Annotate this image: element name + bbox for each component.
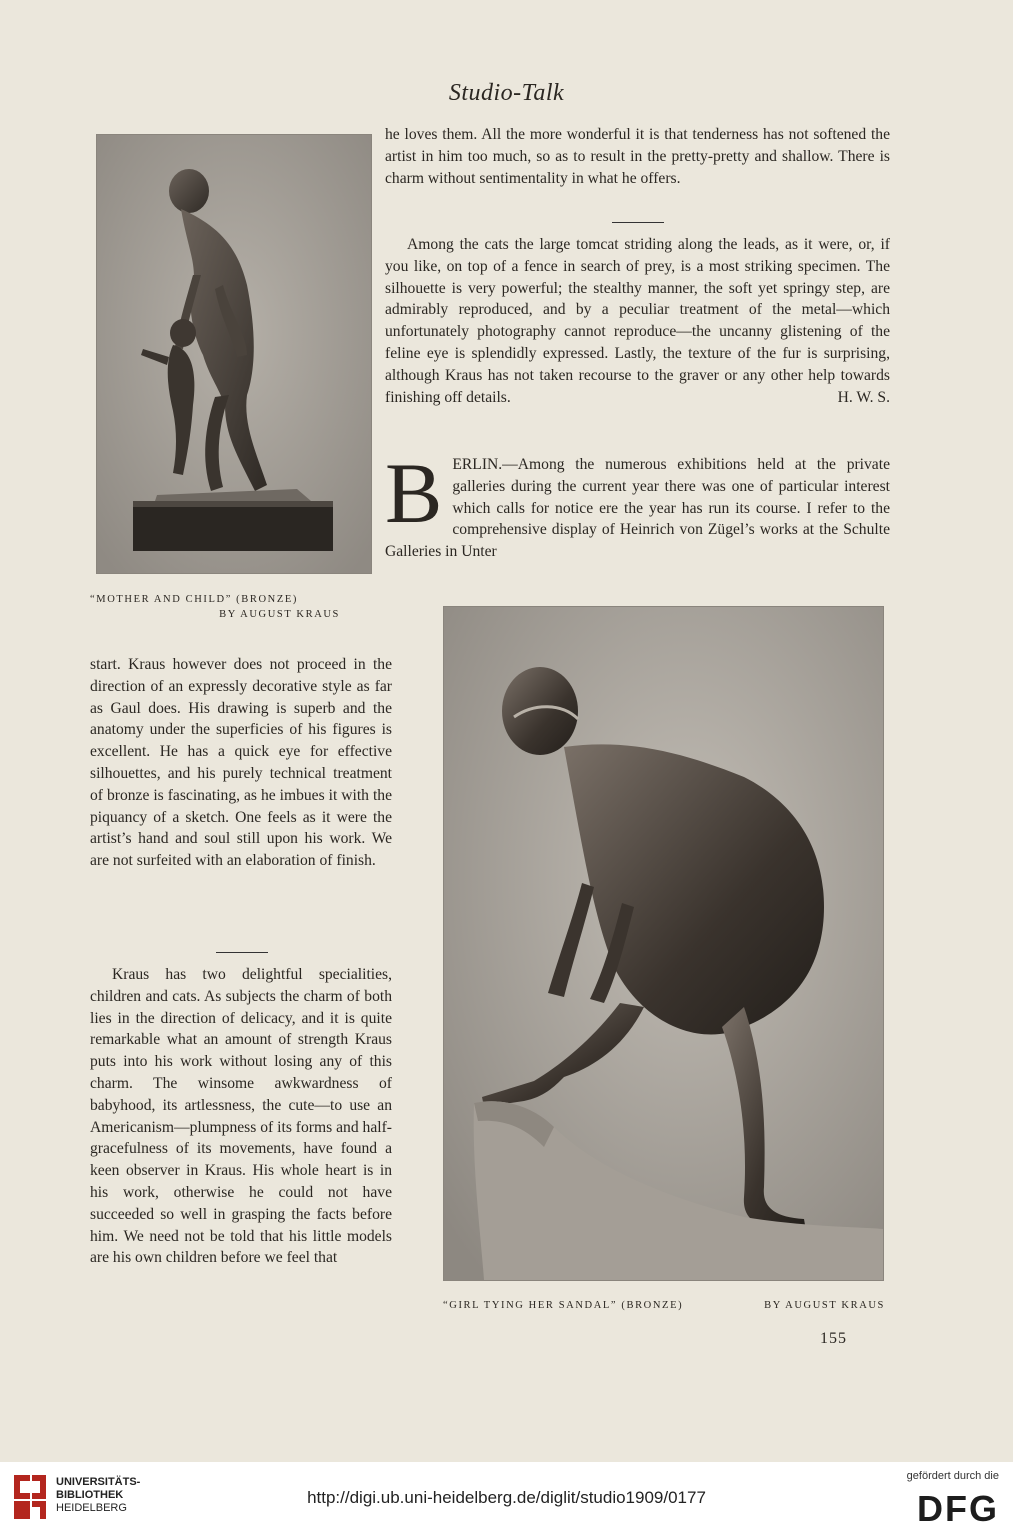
caption-girl-tying-sandal [443,1298,885,1313]
caption-mother-and-child [90,592,340,622]
caption-title: “MOTHER AND CHILD” (BRONZE) [90,594,298,605]
paragraph [385,445,890,563]
paragraph: Kraus has two delightful specialities, children and cats. As subjects the charm of both lies in the direction of delicacy, and it is quite remarkable what an amount of strength Kraus puts into his work without losing any of this charm. The winsome awkwardness of babyhood, its artlessness, the cute—to use an Americanism—plumpness of its forms and half-gracefulness of its movements, have found a keen observer in Kraus. His whole heart is in his work, otherwise he could not have succeeded so well in grasping the facts before him. We need not be told that his little models are his own children before we feel that [90,966,392,1267]
mother-and-child-photo [97,135,371,573]
source-url-link[interactable]: http://digi.ub.uni-heidelberg.de/diglit/studio1909/0177 [307,1488,706,1507]
girl-tying-sandal-photo [444,607,883,1280]
paragraph [385,234,890,408]
author-signature: H. W. S. [837,388,890,406]
library-line: BIBLIOTHEK [56,1489,124,1501]
right-column-top [385,124,890,189]
plate-mother-and-child [96,134,372,574]
plate-girl-tying-sandal [443,606,884,1281]
paragraph: start. Kraus however does not proceed in the direction of an expressly decorative style as far as Gaul does. His drawing is superb and the anatomy under the superficies of his figures is excellent. He has a quick eye for effective silhouettes, and his purely technical treatment of bronze is fascinating, as he imbues it with the piquancy of a sketch. One feels as it were the artist’s hand and soul still upon his work. We are not surfeited with an elaboration of finish. [90,656,392,870]
caption-credit: BY AUGUST KRAUS [764,1300,885,1311]
section-rule [612,222,664,223]
dfg-logo: DFG [917,1488,999,1529]
library-line: UNIVERSITÄTS- [56,1476,141,1488]
caption-title: “GIRL TYING HER SANDAL” (BRONZE) [443,1300,684,1311]
berlin-section [385,445,890,563]
paragraph-text: ERLIN.—Among the numerous exhibitions held at the private galleries during the current year there was one of particular interest which calls for notice ere the year has run its course. I refer to the comprehensive display of Heinrich von Zügel’s works at the Schulte Galleries in Unter [385,456,890,561]
paragraph-text: Among the cats the large tomcat striding along the leads, as it were, or, if you like, on top of a fence in search of prey, is a most striking specimen. The silhouette is very powerful; the stealthy manner, the soft yet springy step, are admirably reproduced, and by a peculiar treatment of the metal—which unfortunately photography cannot reproduce—the uncanny glistening of the feline eye is splendidly expressed. Lastly, the texture of the fur is surprising, although Kraus has not taken recourse to the graver or any other help towards finishing off details. [385,236,890,406]
caption-credit: BY AUGUST KRAUS [219,609,340,620]
left-column [90,654,392,872]
footer-bar [0,1462,1013,1533]
running-title: Studio-Talk [448,80,565,106]
library-city: HEIDELBERG [56,1502,127,1514]
drop-cap: B [385,445,443,541]
page-number: 155 [820,1330,847,1347]
right-column-cats [385,234,890,408]
paragraph: he loves them. All the more wonderful it is that tenderness has not softened the artist in him too much, so as to result in the pretty-pretty and shallow. There is charm without sentimentality in what he offers. [385,126,890,187]
section-rule [216,952,268,953]
left-column-continued [90,964,392,1269]
funded-by-label: gefördert durch die [906,1470,999,1482]
